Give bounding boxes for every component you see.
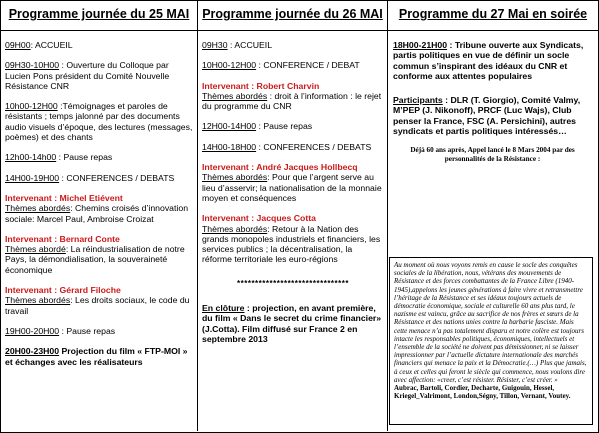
agenda-item: 14H00-18H00 : CONFERENCES / DEBATS	[202, 141, 372, 152]
resistance-appeal-box	[389, 257, 593, 425]
speaker-name: Intervenant : Gérard Filoche	[5, 285, 121, 296]
header-may-25: Programme journée du 25 MAI	[8, 7, 190, 21]
column-may-25	[1, 0, 197, 431]
appel-line: Déjà 60 ans après, Appel lancé le 8 Mars 2004 par des	[410, 146, 575, 155]
header-underline	[388, 30, 598, 31]
appel-line: personnalités de la Résistance :	[444, 154, 541, 163]
closing-item: En clôture : projection, en avant première, du film « Dans le secret du crime financier» (J.Cotta). Film diffusé sur France 2 en septembre 2013	[202, 303, 382, 344]
header-may-26: Programme journée du 26 MAI	[202, 7, 383, 21]
speaker-themes: Thèmes abordé: La réindustrialisation de notre Pays, la démondialisation, la souveraineté économique	[5, 244, 185, 275]
speaker-themes: Thèmes abordés: Les droits sociaux, le code du travail	[5, 295, 190, 316]
speaker-themes: Thèmes abordés: Chemins croisés d’innovation sociale: Marcel Paul, Ambroise Croizat	[5, 203, 189, 224]
signatories: Aubrac, Bartoli, Cordier, Decharte, Guigouin, Hessel, Kriegel_Valrimont, London,Ségny, Tillon, Vernant, Voutey.	[394, 384, 571, 401]
agenda-item: 09H30 : ACCUEIL	[202, 40, 273, 50]
col3-body	[393, 40, 592, 163]
agenda-item: 12h00-14h00 : Pause repas	[5, 152, 113, 163]
appeal-quote: Au moment où nous voyons remis en cause le socle des conquêtes sociales de la libération, nous, vétérans des mouvements de Résistance et des forces combattantes de la France Libre (1940-1945),appelons les jeunes générations à faire vivre et retransmettre l’héritage de la Résistance et ses idéaux toujours actuels de démocratie économique, sociale et culturelle 60 ans plus tard, le nazisme est vaincu, grâce au sacrifice de nos frères et sœurs de la Résistance et des nations unies contre la barbarie fasciste. Mais cette menace n’a pas totalement disparu et notre colère est toujours intacte les responsables politiques, économiques, intellectuels et l’ensemble de la société ne doivent pas démissionner, ni se laisser impressionner par l’actuelle dictature internationale des marchés financiers qui menace la paix et la Démocratie.(…) Plus que jamais, à ceux et celles qui feront le siècle qui commence, nous voulons dire avec affection: «creer, c’est résister. Résister, c’est créer. »	[394, 261, 587, 384]
speaker-themes: Thèmes abordés: Pour que l’argent serve au lieu d’asservir; la nationalisation de la monnaie moyen et conséquences	[202, 172, 382, 203]
column-may-26	[198, 0, 387, 431]
col2-body	[202, 40, 384, 344]
agenda-item: 19H00-20H00 : Pause repas	[5, 325, 116, 336]
col1-body	[5, 40, 194, 367]
agenda-item: 10h00-12H00 :Témoignages et paroles de résistants ; temps jalonné par des documents audio visuels d’époque, des lectures (messages, poèmes) et des chants	[5, 101, 193, 143]
agenda-item: 12H00-14H00 : Pause repas	[202, 121, 313, 132]
agenda-item: 09H00: ACCUEIL	[5, 40, 73, 50]
agenda-item: 10H00-12H00 : CONFERENCE / DEBAT	[202, 60, 360, 71]
speaker-name: Intervenant : Bernard Conte	[5, 233, 120, 244]
header-underline	[198, 30, 387, 31]
speaker-name: Intervenant : Michel Etiévent	[5, 192, 123, 203]
separator-stars: *******************************	[236, 278, 349, 288]
agenda-item: 09H30-10H00 : Ouverture du Colloque par Lucien Pons président du Comité Nouvelle Résistance CNR	[5, 60, 170, 91]
header-may-27: Programme du 27 Mai en soirée	[398, 7, 588, 21]
agenda-item: 14H00-19H00 : CONFERENCES / DEBATS	[5, 172, 175, 183]
speaker-themes: Thèmes abordés: Retour à la Nation des grands monopoles industriels et financiers, les services publics ; la décentralisation, la réforme territoriale les euro-régions	[202, 223, 381, 265]
speaker-name: Intervenant : Robert Charvin	[202, 80, 320, 91]
header-underline	[1, 30, 197, 31]
agenda-item: 18H00-21H00 : Tribune ouverte aux Syndicats, partis politiques en vue de définir un socle commun s’inspirant des idéaux du CNR et conforme aux attentes populaires	[393, 40, 584, 81]
participants: Participants : DLR (T. Giorgio), Comité Valmy, M’PEP (J. Nikonoff), PRCF (Luc Wajs), Club penser la France, FSC (A. Persichini), autres syndicats et partis politiques intéressés…	[393, 95, 581, 137]
speaker-name: Intervenant : André Jacques Hollbecq	[202, 162, 358, 173]
agenda-item: 20H00-23H00 Projection du film « FTP-MOI » et échanges avec les réalisateurs	[5, 346, 188, 367]
speaker-name: Intervenant : Jacques Cotta	[202, 213, 316, 224]
speaker-themes: Thèmes abordés : droit à l’information : le rejet du programme du CNR	[202, 90, 382, 112]
